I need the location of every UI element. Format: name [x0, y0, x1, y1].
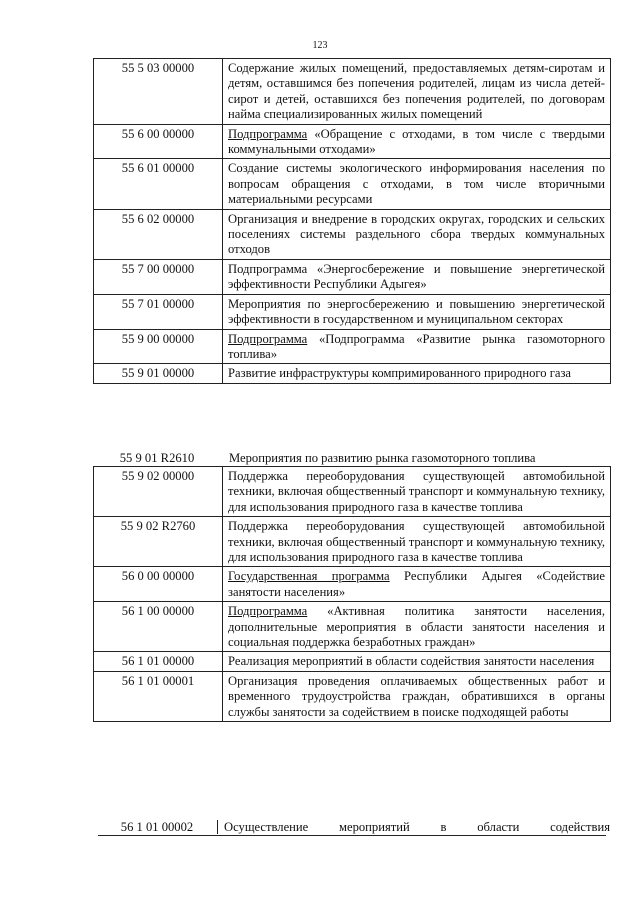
- table-row: [94, 124, 611, 159]
- row-code: 55 6 00 00000: [94, 124, 223, 159]
- row-code: 56 1 01 00000: [94, 652, 223, 671]
- table-row: [94, 329, 611, 364]
- row-code: 55 9 01 R2610: [119, 451, 195, 465]
- row-description: Осуществление мероприятий в области содействия: [224, 820, 610, 834]
- row-description: Организация и внедрение в городских округах, городских и сельских поселениях системы раздельного сбора твердых коммунальных отходов: [223, 209, 611, 259]
- row-description: Поддержка переоборудования существующей автомобильной техники, включая общественный транспорт и коммунальную технику, для использования природного газа в качестве топлива: [223, 467, 611, 517]
- table-row: [94, 59, 611, 125]
- budget-classification-table-continued: [93, 466, 611, 722]
- row-code: 55 7 01 00000: [94, 294, 223, 329]
- row-code: 55 9 02 R2760: [94, 517, 223, 567]
- row-code: 56 0 00 00000: [94, 567, 223, 602]
- row-code: 56 1 00 00000: [94, 602, 223, 652]
- row-description: Поддержка переоборудования существующей автомобильной техники, включая общественный транспорт и коммунальную технику, для использования природного газа в качестве топлива: [223, 517, 611, 567]
- row-code: 55 7 00 00000: [94, 259, 223, 294]
- row-code: 55 9 00 00000: [94, 329, 223, 364]
- table-row: [94, 517, 611, 567]
- row-code: 55 9 02 00000: [94, 467, 223, 517]
- row-description: Подпрограмма «Подпрограмма «Развитие рынка газомоторного топлива»: [223, 329, 611, 364]
- row-description: Содержание жилых помещений, предоставляемых детям-сиротам и детям, оставшимся без попечения родителей, лицам из числа детей-сирот и детей, оставшихся без попечения родителей, по договорам найма специализированных жилых помещений: [223, 59, 611, 125]
- page-number: 123: [312, 40, 328, 51]
- row-description: Мероприятия по энергосбережению и повышению энергетической эффективности в государственном и муниципальном секторах: [223, 294, 611, 329]
- row-description: Подпрограмма «Энергосбережение и повышение энергетической эффективности Республики Адыгея»: [223, 259, 611, 294]
- row-description: Развитие инфраструктуры компримированного природного газа: [223, 364, 611, 383]
- table-row: [94, 602, 611, 652]
- row-code: 55 5 03 00000: [94, 59, 223, 125]
- table-row: [94, 294, 611, 329]
- table-row: [94, 364, 611, 383]
- row-code: 55 9 01 00000: [94, 364, 223, 383]
- row-description: Реализация мероприятий в области содействия занятости населения: [223, 652, 611, 671]
- row-description: Подпрограмма «Обращение с отходами, в том числе с твердыми коммунальными отходами»: [223, 124, 611, 159]
- row-underline: [98, 835, 606, 836]
- row-description: Подпрограмма «Активная политика занятости населения, дополнительные мероприятия в области занятости населения и социальная поддержка безработных граждан»: [223, 602, 611, 652]
- column-divider: [217, 820, 218, 834]
- table-row: [94, 259, 611, 294]
- table-row: [94, 467, 611, 517]
- row-description: Организация проведения оплачиваемых общественных работ и временного трудоустройства граждан, обратившихся в органы службы занятости за содействием в поиске подходящей работы: [223, 671, 611, 721]
- table-row: [94, 209, 611, 259]
- row-code: 55 6 02 00000: [94, 209, 223, 259]
- row-code: 56 1 01 00002: [120, 820, 194, 834]
- table-row: [94, 159, 611, 209]
- row-description: Создание системы экологического информирования населения по вопросам обращения с отходами, в том числе вторичными материальными ресурсами: [223, 159, 611, 209]
- table-row: [94, 652, 611, 671]
- budget-classification-table: [93, 58, 611, 384]
- row-description: Мероприятия по развитию рынка газомоторного топлива: [229, 451, 536, 465]
- table-row: [94, 671, 611, 721]
- table-row: [94, 567, 611, 602]
- row-code: 56 1 01 00001: [94, 671, 223, 721]
- row-code: 55 6 01 00000: [94, 159, 223, 209]
- row-description: Государственная программа Республики Адыгея «Содействие занятости населения»: [223, 567, 611, 602]
- table-row-unbordered: [93, 450, 613, 466]
